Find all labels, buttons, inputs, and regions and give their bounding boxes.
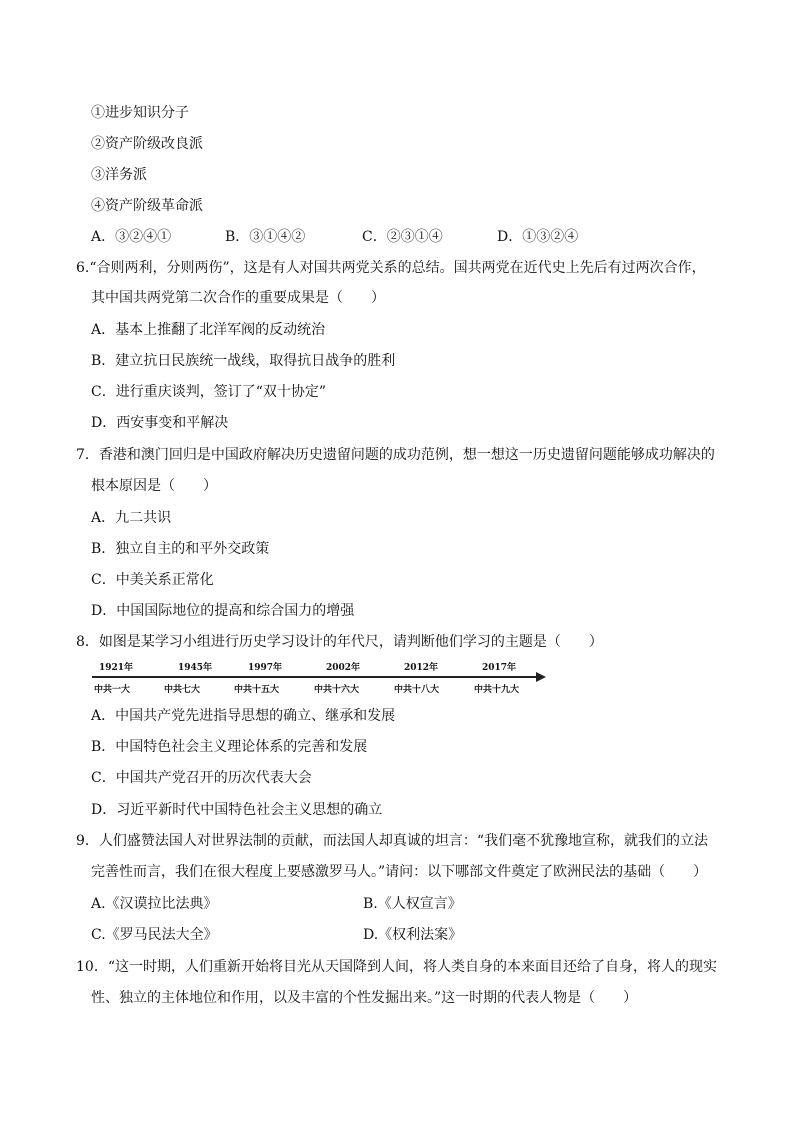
timeline-year: 1921年 [99, 663, 134, 673]
timeline-year: 2012年 [404, 663, 439, 673]
q7-option-d[interactable]: D．中国国际地位的提高和综合国力的增强 [91, 603, 355, 619]
q9-stem-line2: 完善性而言，我们在很大程度上要感激罗马人。”请问：以下哪部文件奠定了欧洲民法的基础（ ） [91, 864, 708, 880]
q5-option-d[interactable]: D．①③②④ [497, 229, 579, 245]
q7-option-a[interactable]: A．九二共识 [91, 510, 172, 526]
q8-option-a[interactable]: A．中国共产党先进指导思想的确立、继承和发展 [91, 708, 396, 724]
q6-option-b[interactable]: B．建立抗日民族统一战线，取得抗日战争的胜利 [91, 353, 396, 369]
q7-option-c[interactable]: C．中美关系正常化 [91, 572, 214, 588]
q9-option-a[interactable]: A.《汉谟拉比法典》 [91, 896, 218, 912]
q5-option-a[interactable]: A．③②④① [91, 229, 172, 245]
q8-stem: 8．如图是某学习小组进行历史学习设计的年代尺，请判断他们学习的主题是（ ） [76, 634, 603, 650]
q5-item-1: ①进步知识分子 [91, 105, 189, 121]
q9-option-d[interactable]: D.《权利法案》 [363, 927, 463, 943]
timeline-arrow-icon [536, 672, 546, 682]
timeline-year: 2002年 [326, 663, 361, 673]
q5-item-3: ③洋务派 [91, 167, 147, 183]
q5-item-2: ②资产阶级改良派 [91, 136, 203, 152]
q9-option-c[interactable]: C.《罗马民法大全》 [91, 927, 218, 943]
q9-stem-line1: 9．人们盛赞法国人对世界法制的贡献，而法国人却真诚的坦言：“我们毫不犹豫地宣称，就我们的立法 [76, 833, 709, 849]
timeline-event: 中共一大 [94, 685, 131, 695]
timeline-year: 2017年 [482, 663, 517, 673]
timeline-event: 中共十六大 [314, 685, 360, 695]
q6-stem-line1: 6.“合则两利，分则两伤”，这是有人对国共两党关系的总结。国共两党在近代史上先后有过两次合作， [76, 260, 706, 276]
timeline-year: 1997年 [248, 663, 283, 673]
q5-option-c[interactable]: C．②③①④ [362, 229, 443, 245]
q5-item-4: ④资产阶级革命派 [91, 198, 203, 214]
q10-stem-line2: 性、独立的主体地位和作用，以及丰富的个性发掘出来。”这一时期的代表人物是（ ） [91, 990, 638, 1006]
q9-option-b[interactable]: B.《人权宣言》 [363, 896, 462, 912]
q6-option-d[interactable]: D．西安事变和平解决 [91, 415, 229, 431]
q6-option-a[interactable]: A．基本上推翻了北洋军阀的反动统治 [91, 322, 326, 338]
q5-option-b[interactable]: B．③①④② [225, 229, 306, 245]
timeline-event: 中共十九大 [474, 685, 520, 695]
q7-option-b[interactable]: B．独立自主的和平外交政策 [91, 541, 270, 557]
q6-option-c[interactable]: C．进行重庆谈判，签订了“双十协定” [91, 384, 327, 400]
q8-option-d[interactable]: D．习近平新时代中国特色社会主义思想的确立 [91, 802, 383, 818]
timeline-ruler [92, 660, 546, 696]
timeline-year: 1945年 [178, 663, 213, 673]
timeline-axis [92, 676, 538, 678]
q7-stem-line1: 7．香港和澳门回归是中国政府解决历史遗留问题的成功范例，想一想这一历史遗留问题能够成功解决的 [76, 447, 715, 463]
q7-stem-line2: 根本原因是（ ） [91, 478, 217, 494]
q8-option-b[interactable]: B．中国特色社会主义理论体系的完善和发展 [91, 739, 368, 755]
timeline-event: 中共十五大 [234, 685, 280, 695]
timeline-event: 中共十八大 [394, 685, 440, 695]
q6-stem-line2: 其中国共两党第二次合作的重要成果是（ ） [91, 290, 385, 306]
q8-option-c[interactable]: C．中国共产党召开的历次代表大会 [91, 770, 312, 786]
timeline-event: 中共七大 [164, 685, 201, 695]
q10-stem-line1: 10．“这一时期，人们重新开始将目光从天国降到人间，将人类自身的本来面目还给了自身，将人的现实 [76, 959, 717, 975]
